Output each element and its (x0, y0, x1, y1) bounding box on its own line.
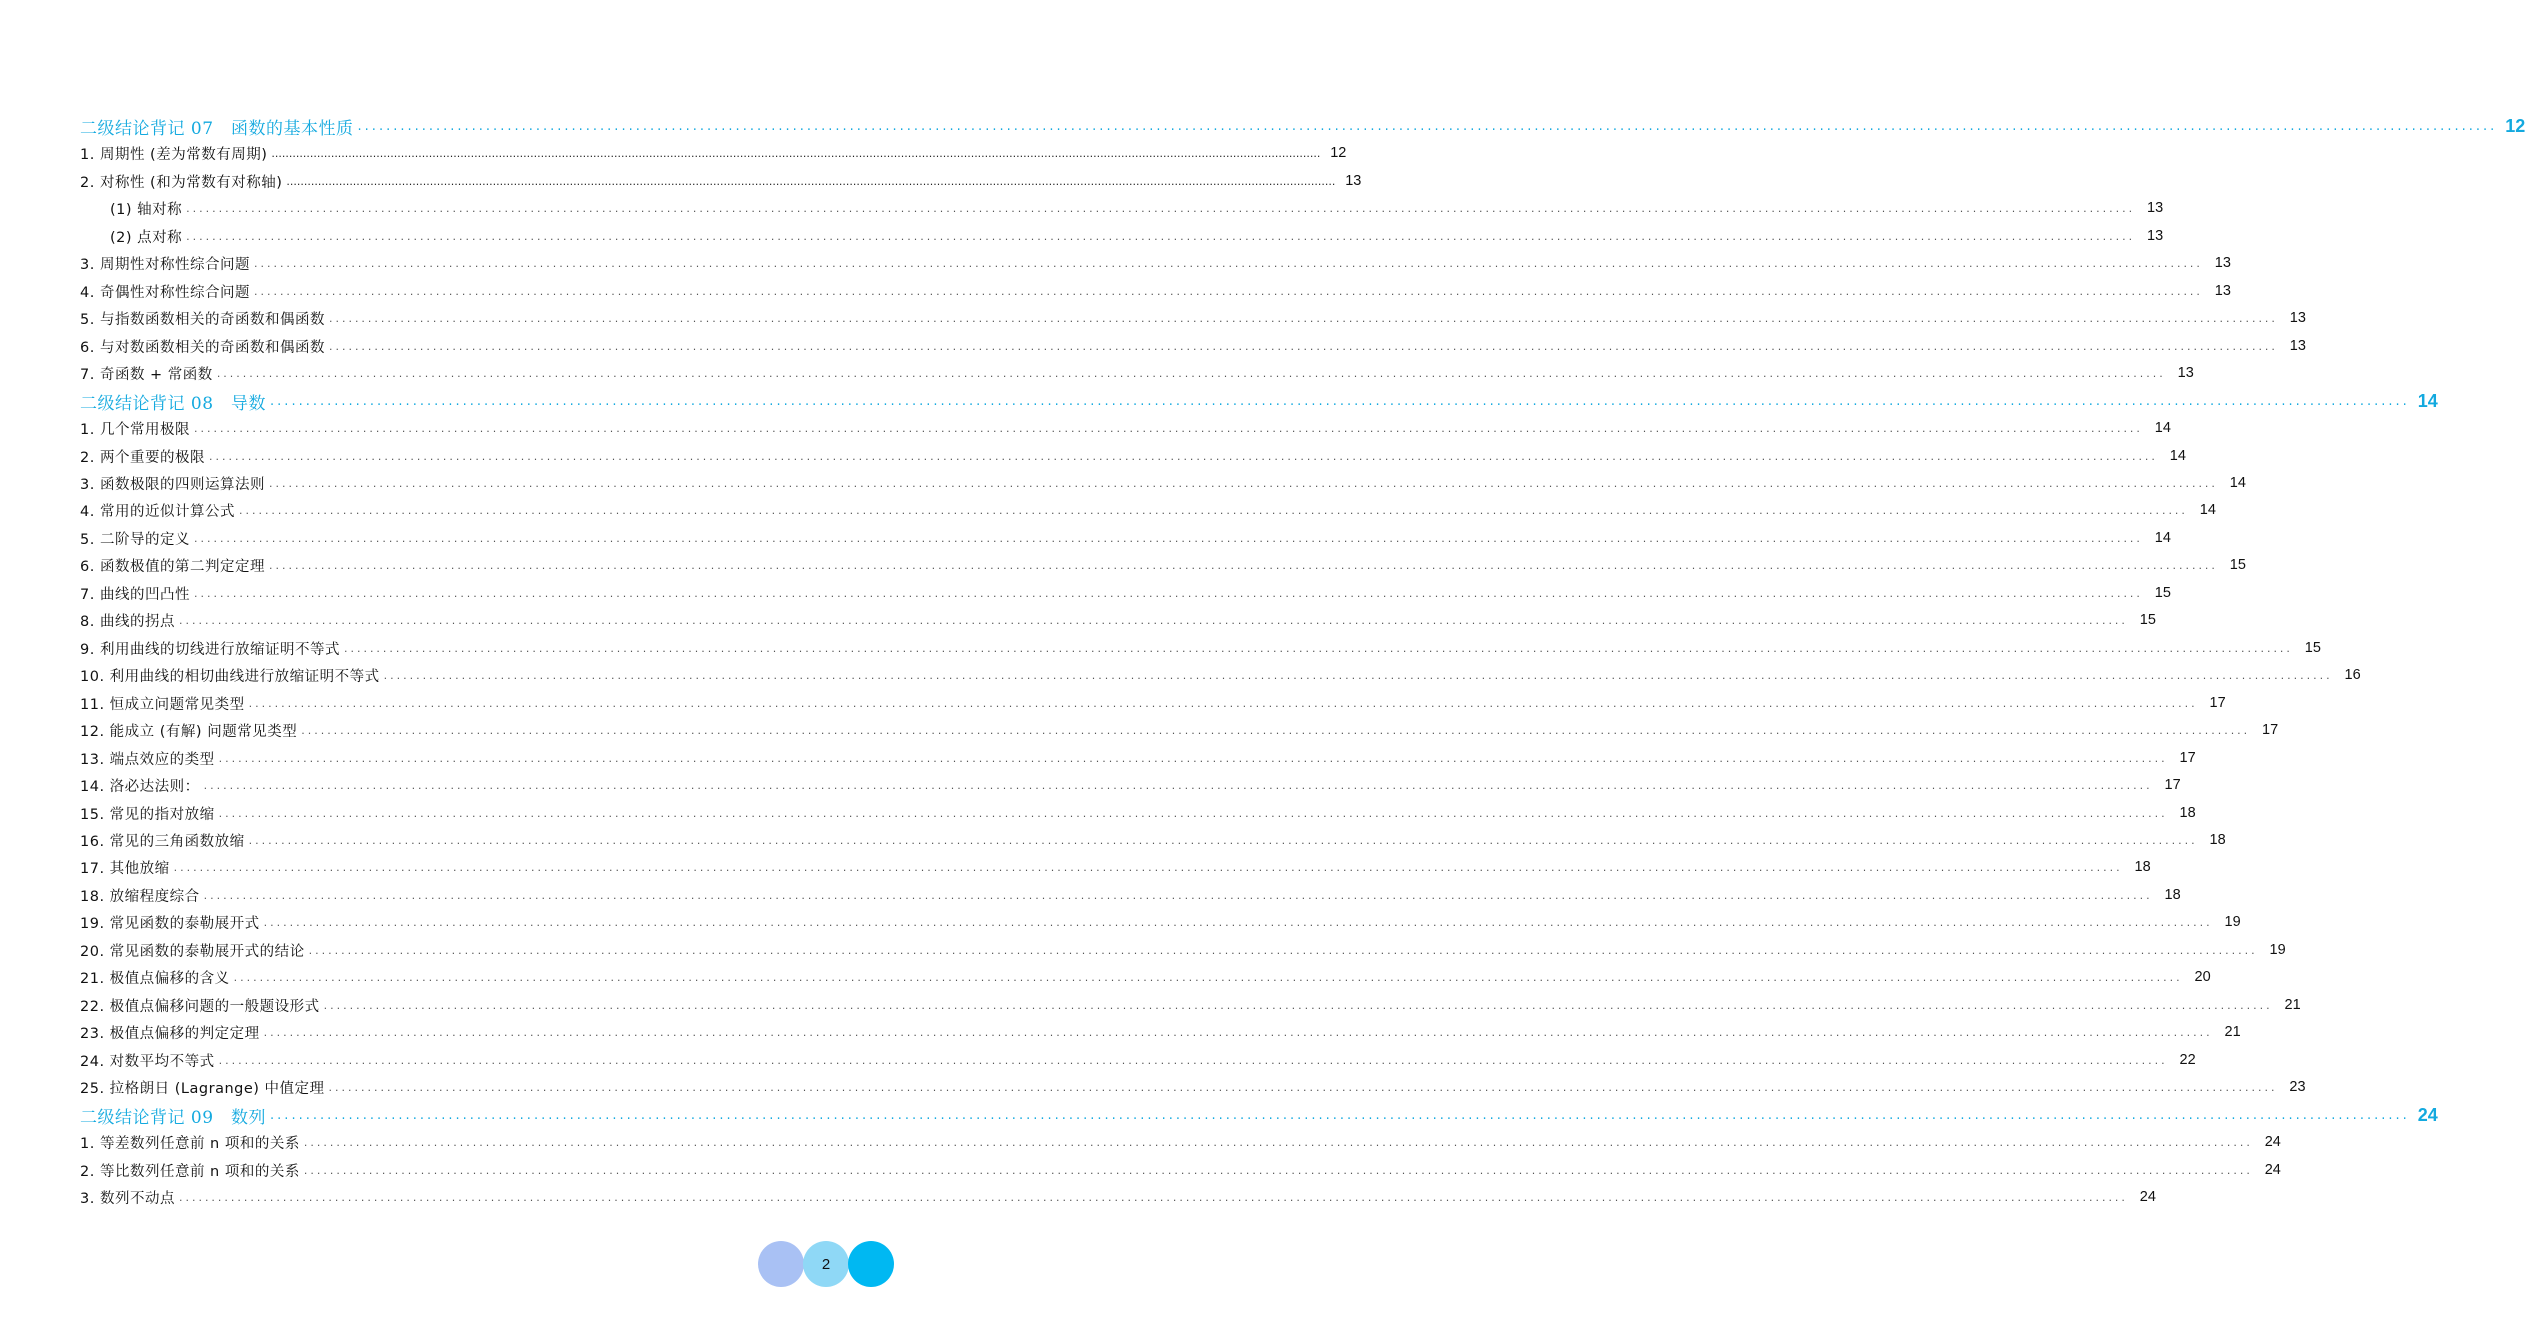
toc-entry[interactable] (80, 663, 2361, 687)
toc-entry-page-number: 12 (2505, 115, 2525, 136)
toc-entry[interactable] (80, 718, 2279, 742)
toc-entry-page-number: 14 (2417, 390, 2438, 411)
decor-circle-right (848, 1241, 894, 1287)
toc-entry[interactable] (80, 416, 2171, 440)
toc-entry-page-number: 14 (2154, 420, 2171, 436)
toc-entry-page-number: 17 (2209, 695, 2226, 711)
toc-entry-title: 5. 二阶导的定义 (80, 531, 190, 548)
toc-entry-page-number: 22 (2179, 1052, 2196, 1068)
toc-entry-page-number: 14 (2199, 502, 2216, 518)
toc-entry-page-number: 15 (2229, 557, 2246, 573)
toc-entry[interactable] (80, 444, 2186, 468)
toc-entry-title: 19. 常见函数的泰勒展开式 (80, 915, 260, 932)
toc-entry-page-number: 15 (2139, 612, 2156, 628)
toc-entry-page-number: 17 (2179, 750, 2196, 766)
dot-leader: ............................................................................................................................................................................................................................................................................................................ (263, 915, 2213, 929)
dot-leader: ............................................................................................................................................................................................................................................................................................................ (216, 366, 2166, 380)
dot-leader: ............................................................................................................................................................................................................................................................................................................ (173, 860, 2123, 874)
toc-entry-title: 12. 能成立 (有解) 问题常见类型 (80, 723, 298, 740)
toc-entry-page-number: 18 (2134, 859, 2151, 875)
toc-entry-title: 22. 极值点偏移问题的一般题设形式 (80, 998, 320, 1015)
toc-entry-page-number: 18 (2164, 887, 2181, 903)
dot-leader: ............................................................................................................................................................................................................................................................................................................ (178, 613, 2128, 627)
toc-entry-page-number: 15 (2304, 640, 2321, 656)
dot-leader: ............................................................................................................................................................................................................................................................................................................ (203, 778, 2153, 792)
toc-entry-page-number: 24 (2264, 1162, 2281, 1178)
toc-entry-title: 13. 端点效应的类型 (80, 751, 215, 768)
toc-entry-page-number: 13 (2177, 365, 2194, 381)
toc-entry-title: 3. 周期性对称性综合问题 (80, 256, 250, 273)
dot-leader: ............................................................................................................................................................................................................................................................................................................ (186, 201, 2136, 215)
toc-entry-title: 14. 洛必达法则： (80, 778, 200, 795)
toc-entry-page-number: 21 (2224, 1024, 2241, 1040)
toc-entry-page-number: 20 (2194, 969, 2211, 985)
toc-section-heading[interactable] (80, 114, 2525, 139)
toc-entry-page-number: 24 (2264, 1134, 2281, 1150)
toc-entry-page-number: 13 (2289, 310, 2306, 326)
dot-leader: ............................................................................................................................................................................................................................................................................................................ (323, 998, 2273, 1012)
toc-entry-page-number: 19 (2269, 942, 2286, 958)
toc-entry[interactable] (80, 141, 1347, 165)
toc-entry-page-number: 24 (2417, 1104, 2438, 1125)
toc-section-heading[interactable] (80, 1103, 2438, 1128)
decor-circle-left (758, 1241, 804, 1287)
dot-leader: ............................................................................................................................................................................................................................................................................................................ (218, 806, 2168, 820)
dot-leader: ............................................................................................................................................................................................................................................................................................................ (193, 586, 2143, 600)
toc-entry-page-number: 13 (2289, 338, 2306, 354)
dot-leader: ............................................................................................................................................................................................................................................................................................................ (253, 284, 2203, 298)
dot-leader: ............................................................................................................................................................................................................................................................................................................ (238, 503, 2188, 517)
toc-entry-page-number: 13 (1345, 173, 1362, 189)
toc-entry-page-number: 19 (2224, 914, 2241, 930)
toc-entry-page-number: 13 (2147, 200, 2164, 216)
dot-leader: ............................................................................................................................................................................................................................................................................................................ (357, 118, 2498, 134)
toc-entry-page-number: 14 (2229, 475, 2246, 491)
toc-entry-title: 6. 函数极值的第二判定定理 (80, 558, 265, 575)
toc-entry-title: 2. 等比数列任意前 n 项和的关系 (80, 1163, 300, 1180)
dot-leader: ............................................................................................................................................................................................................................................................................................................ (328, 311, 2278, 325)
toc-entry-title: 20. 常见函数的泰勒展开式的结论 (80, 943, 305, 960)
toc-entry[interactable] (80, 1075, 2306, 1099)
toc-entry[interactable] (80, 965, 2211, 989)
toc-entry-title: 1. 等差数列任意前 n 项和的关系 (80, 1135, 300, 1152)
toc-entry-title: 16. 常见的三角函数放缩 (80, 833, 245, 850)
dot-leader: ............................................................................................................................................................................................................................................................................................................ (268, 476, 2218, 490)
dot-leader: ............................................................................................................................................................................................................................................................................................................ (193, 531, 2143, 545)
toc-entry[interactable] (80, 883, 2181, 907)
dot-leader: ............................................................................................................................................................................................................................................................................................................ (253, 256, 2203, 270)
dot-leader: ............................................................................................................................................................................................................................................................................................................ (343, 641, 2293, 655)
toc-entry-title: 7. 曲线的凹凸性 (80, 586, 190, 603)
toc-entry-title: 1. 周期性 (差为常数有周期) (80, 146, 268, 163)
dot-leader: ............................................................................................................................................................................................................................................................................................................ (248, 696, 2198, 710)
toc-entry-title: 25. 拉格朗日 (Lagrange) 中值定理 (80, 1080, 325, 1097)
page-indicator (758, 1241, 898, 1289)
toc-entry[interactable] (80, 169, 1362, 193)
toc-entry[interactable] (80, 279, 2231, 303)
toc-entry-title: 1. 几个常用极限 (80, 421, 190, 438)
dot-leader: ............................................................................................................................................................................................................................................................................................................ (218, 1053, 2168, 1067)
toc-entry-title: 9. 利用曲线的切线进行放缩证明不等式 (80, 641, 340, 658)
toc-section-heading[interactable] (80, 389, 2438, 414)
dot-leader: ............................................................................................................................................................................................................................................................................................................ (271, 146, 1321, 160)
toc-entry-page-number: 24 (2139, 1189, 2156, 1205)
toc-entry[interactable] (80, 361, 2194, 385)
toc-entry[interactable] (80, 1130, 2281, 1154)
dot-leader: ............................................................................................................................................................................................................................................................................................................ (328, 1080, 2278, 1094)
toc-entry[interactable] (80, 1020, 2241, 1044)
toc-entry[interactable] (80, 1048, 2196, 1072)
toc-entry-title: 7. 奇函数 + 常函数 (80, 366, 213, 383)
toc-entry-title: 23. 极值点偏移的判定定理 (80, 1025, 260, 1042)
toc-entry-title: 2. 两个重要的极限 (80, 449, 205, 466)
toc-entry-page-number: 13 (2214, 283, 2231, 299)
toc-entry[interactable] (80, 581, 2171, 605)
toc-entry-title: (1) 轴对称 (110, 201, 183, 218)
toc-entry[interactable] (80, 691, 2226, 715)
toc-entry-page-number: 13 (2214, 255, 2231, 271)
dot-leader: ............................................................................................................................................................................................................................................................................................................ (270, 393, 2410, 409)
toc-entry-title: 10. 利用曲线的相切曲线进行放缩证明不等式 (80, 668, 380, 685)
toc-entry[interactable] (80, 993, 2301, 1017)
toc-entry-page-number: 18 (2209, 832, 2226, 848)
toc-entry-title: 4. 常用的近似计算公式 (80, 503, 235, 520)
toc-entry[interactable] (110, 224, 2164, 248)
toc-entry-title: 2. 对称性 (和为常数有对称轴) (80, 174, 283, 191)
dot-leader: ............................................................................................................................................................................................................................................................................................................ (268, 558, 2218, 572)
toc-entry-title: 二级结论背记 09 数列 (80, 1107, 267, 1128)
toc-entry[interactable] (80, 553, 2246, 577)
toc-entry[interactable] (80, 938, 2286, 962)
dot-leader: ............................................................................................................................................................................................................................................................................................................ (233, 970, 2183, 984)
toc-entry[interactable] (80, 801, 2196, 825)
toc-entry[interactable] (80, 498, 2216, 522)
toc-entry-title: 二级结论背记 07 函数的基本性质 (80, 118, 354, 139)
toc-entry-title: (2) 点对称 (110, 229, 183, 246)
dot-leader: ............................................................................................................................................................................................................................................................................................................ (308, 943, 2258, 957)
dot-leader: ............................................................................................................................................................................................................................................................................................................ (263, 1025, 2213, 1039)
dot-leader: ............................................................................................................................................................................................................................................................................................................ (303, 1163, 2253, 1177)
toc-entry[interactable] (80, 471, 2246, 495)
dot-leader: ............................................................................................................................................................................................................................................................................................................ (383, 668, 2333, 682)
dot-leader: ............................................................................................................................................................................................................................................................................................................ (186, 229, 2136, 243)
toc-entry[interactable] (80, 306, 2306, 330)
toc-entry[interactable] (80, 828, 2226, 852)
dot-leader: ............................................................................................................................................................................................................................................................................................................ (193, 421, 2143, 435)
toc-entry[interactable] (80, 636, 2321, 660)
toc-entry-title: 6. 与对数函数相关的奇函数和偶函数 (80, 339, 325, 356)
dot-leader: ............................................................................................................................................................................................................................................................................................................ (248, 833, 2198, 847)
dot-leader: ............................................................................................................................................................................................................................................................................................................ (208, 449, 2158, 463)
toc-entry-title: 8. 曲线的拐点 (80, 613, 175, 630)
toc-entry[interactable] (80, 910, 2241, 934)
toc-entry[interactable] (80, 1185, 2156, 1209)
toc-entry[interactable] (80, 526, 2171, 550)
toc-entry-title: 4. 奇偶性对称性综合问题 (80, 284, 250, 301)
toc-entry[interactable] (80, 608, 2156, 632)
dot-leader: ............................................................................................................................................................................................................................................................................................................ (203, 888, 2153, 902)
toc-entry[interactable] (80, 746, 2196, 770)
toc-entry[interactable] (80, 334, 2306, 358)
toc-entry-page-number: 15 (2154, 585, 2171, 601)
toc-entry-page-number: 17 (2164, 777, 2181, 793)
dot-leader: ............................................................................................................................................................................................................................................................................................................ (270, 1107, 2410, 1123)
toc-entry-title: 5. 与指数函数相关的奇函数和偶函数 (80, 311, 325, 328)
toc-entry-page-number: 18 (2179, 805, 2196, 821)
toc-entry[interactable] (80, 251, 2231, 275)
toc-entry-title: 3. 函数极限的四则运算法则 (80, 476, 265, 493)
toc-entry[interactable] (110, 196, 2164, 220)
toc-entry-page-number: 12 (1330, 145, 1347, 161)
dot-leader: ............................................................................................................................................................................................................................................................................................................ (301, 723, 2251, 737)
toc-entry-title: 15. 常见的指对放缩 (80, 806, 215, 823)
toc-entry-title: 18. 放缩程度综合 (80, 888, 200, 905)
toc-entry-title: 3. 数列不动点 (80, 1190, 175, 1207)
dot-leader: ............................................................................................................................................................................................................................................................................................................ (178, 1190, 2128, 1204)
toc-entry-title: 24. 对数平均不等式 (80, 1053, 215, 1070)
toc-entry-page-number: 17 (2262, 722, 2279, 738)
page-number: 2 (803, 1241, 849, 1287)
toc-entry-page-number: 14 (2154, 530, 2171, 546)
toc-entry-page-number: 14 (2169, 448, 2186, 464)
toc-entry-title: 11. 恒成立问题常见类型 (80, 696, 245, 713)
toc-entry-page-number: 13 (2147, 228, 2164, 244)
toc-entry[interactable] (80, 773, 2181, 797)
dot-leader: ............................................................................................................................................................................................................................................................................................................ (286, 174, 1336, 188)
toc-entry-page-number: 23 (2289, 1079, 2306, 1095)
dot-leader: ............................................................................................................................................................................................................................................................................................................ (328, 339, 2278, 353)
toc-entry-page-number: 16 (2344, 667, 2361, 683)
toc-entry-title: 二级结论背记 08 导数 (80, 393, 267, 414)
dot-leader: ............................................................................................................................................................................................................................................................................................................ (303, 1135, 2253, 1149)
dot-leader: ............................................................................................................................................................................................................................................................................................................ (218, 751, 2168, 765)
toc-entry[interactable] (80, 855, 2151, 879)
toc-entry-title: 21. 极值点偏移的含义 (80, 970, 230, 987)
toc-entry[interactable] (80, 1158, 2281, 1182)
toc-entry-page-number: 21 (2284, 997, 2301, 1013)
toc-entry-title: 17. 其他放缩 (80, 860, 170, 877)
